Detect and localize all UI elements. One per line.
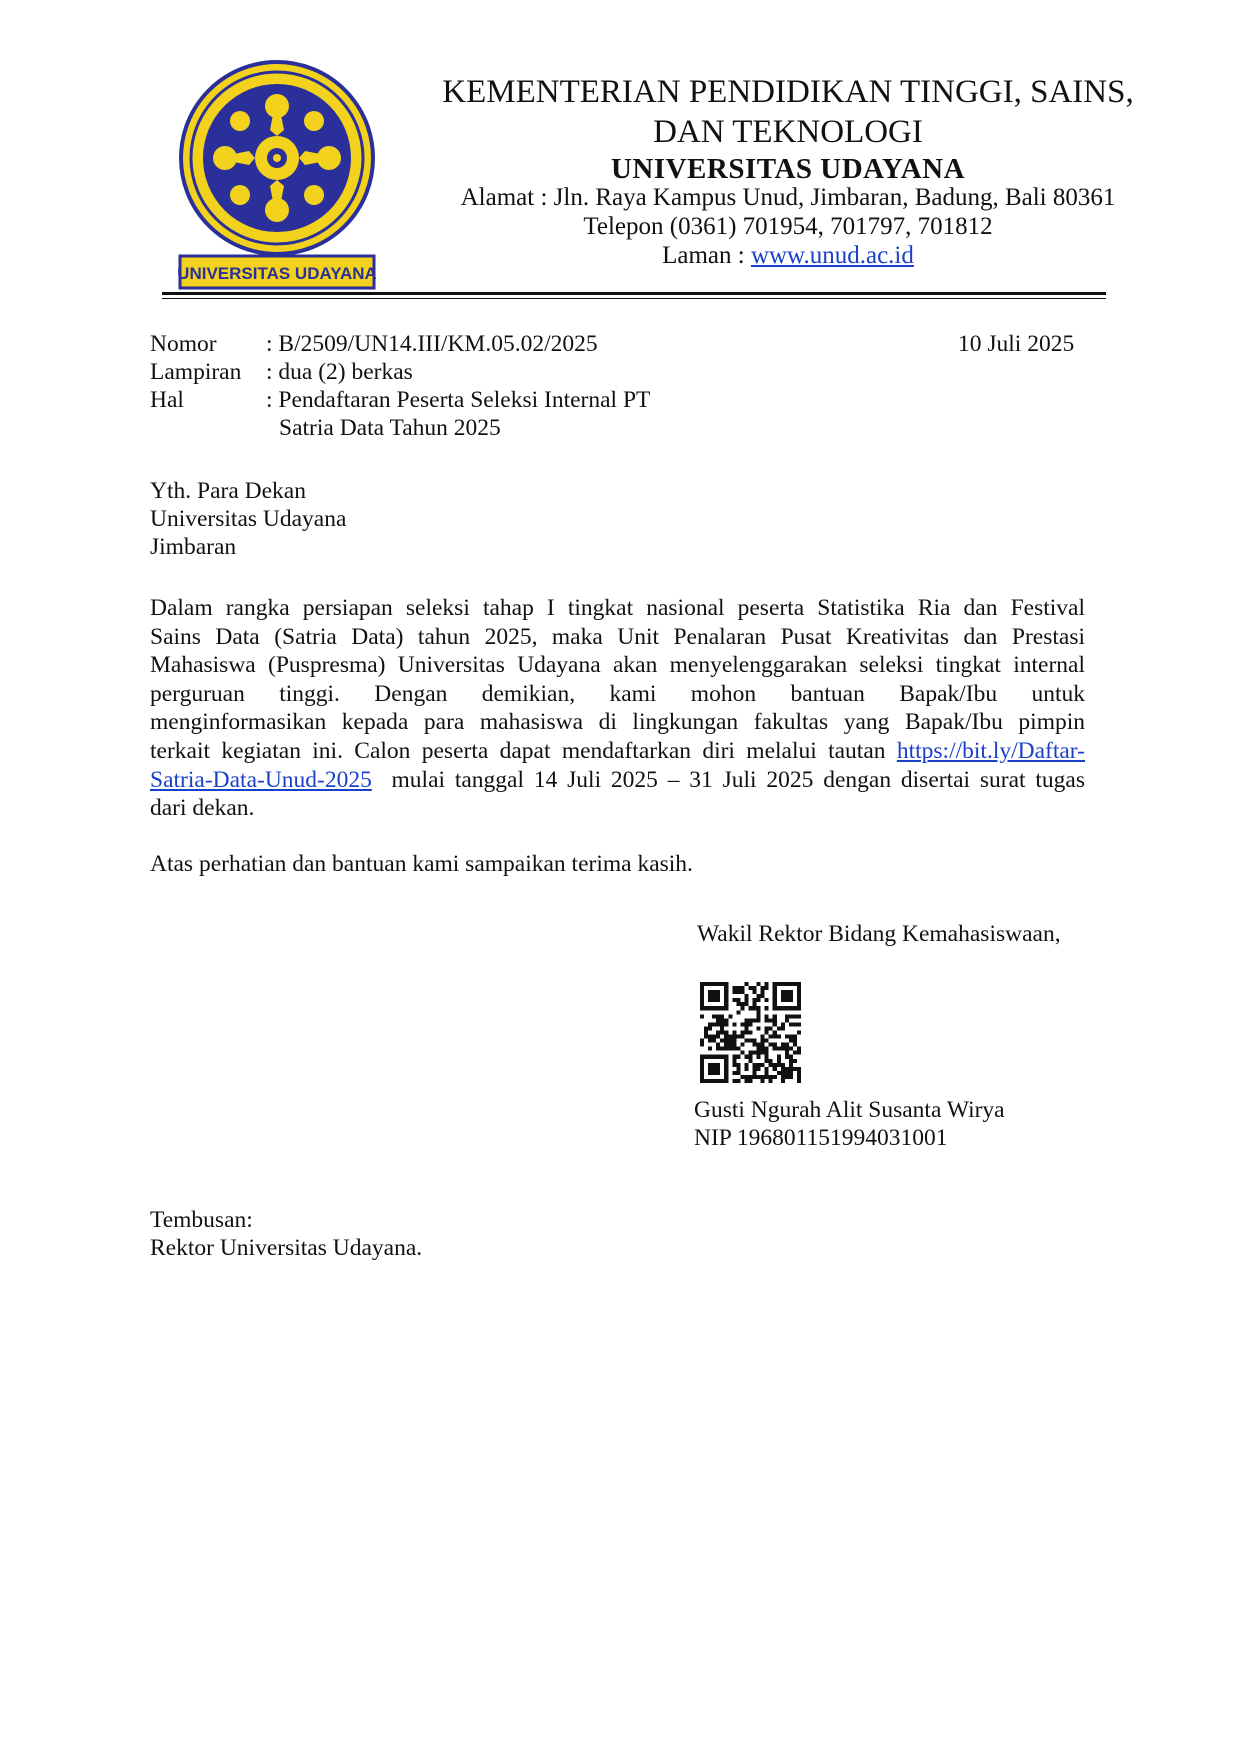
website-label: Laman : (662, 242, 751, 269)
website-line (398, 241, 1178, 271)
recipient-line1: Yth. Para Dekan (150, 478, 306, 504)
ministry-name-line2: DAN TEKNOLOGI (653, 114, 923, 150)
recipient-line3: Jimbaran (150, 534, 237, 560)
letterhead-divider-thin (162, 298, 1106, 299)
phone: Telepon (0361) 701954, 701797, 701812 (583, 213, 993, 240)
body-paragraph (150, 594, 1085, 823)
hal-value: : Pendaftaran Peserta Seleksi Internal PT (266, 387, 651, 413)
registration-link-part1[interactable]: https://bit.ly/Daftar- (896, 737, 1085, 764)
website-link[interactable]: www.unud.ac.id (750, 242, 914, 269)
logo-text: UNIVERSITAS UDAYANA (177, 264, 377, 283)
letterhead-divider (162, 292, 1106, 295)
body-line (150, 737, 1085, 766)
body-line: Mahasiswa (Puspresma) Universitas Udayana akan menyelenggarakan seleksi tingkat internal (150, 652, 1085, 679)
lampiran-label: Lampiran (150, 359, 242, 385)
ministry-name-line1: KEMENTERIAN PENDIDIKAN TINGGI, SAINS, (442, 74, 1134, 110)
body-line (150, 766, 1085, 795)
nomor-label: Nomor (150, 331, 217, 357)
signatory-title: Wakil Rektor Bidang Kemahasiswaan, (697, 921, 1061, 947)
university-logo (176, 60, 378, 292)
cc-label: Tembusan: (150, 1207, 253, 1233)
letter-date: 10 Juli 2025 (958, 331, 1075, 357)
hal-value-continued: Satria Data Tahun 2025 (279, 415, 501, 441)
body-line: dari dekan. (150, 795, 255, 822)
body-text: terkait kegiatan ini. Calon peserta dapat mendaftarkan diri melalui tautan (150, 737, 897, 764)
qr-code-signature (700, 982, 801, 1083)
signatory-name: Gusti Ngurah Alit Susanta Wirya (694, 1097, 1005, 1123)
closing-sentence: Atas perhatian dan bantuan kami sampaikan terima kasih. (150, 851, 693, 877)
hal-label: Hal (150, 387, 184, 413)
university-name: UNIVERSITAS UDAYANA (610, 153, 966, 185)
signatory-nip: NIP 196801151994031001 (694, 1125, 948, 1151)
lampiran-value: : dua (2) berkas (266, 359, 413, 385)
nomor-value: : B/2509/UN14.III/KM.05.02/2025 (266, 331, 598, 357)
address: Alamat : Jln. Raya Kampus Unud, Jimbaran, Badung, Bali 80361 (460, 184, 1116, 211)
body-text: mulai tanggal 14 Juli 2025 – 31 Juli 2025 dengan disertai surat tugas (371, 766, 1085, 793)
body-line: perguruan tinggi. Dengan demikian, kami mohon bantuan Bapak/Ibu untuk (150, 680, 1085, 707)
body-line: Sains Data (Satria Data) tahun 2025, maka Unit Penalaran Pusat Kreativitas dan Prestasi (150, 623, 1085, 650)
body-line: Dalam rangka persiapan seleksi tahap I tingkat nasional peserta Statistika Ria dan Festival (150, 595, 1085, 621)
cc-recipient: Rektor Universitas Udayana. (150, 1235, 423, 1261)
body-line: menginformasikan kepada para mahasiswa di lingkungan fakultas yang Bapak/Ibu pimpin (150, 709, 1085, 736)
registration-link-part2[interactable]: Satria-Data-Unud-2025 (150, 766, 372, 793)
recipient-line2: Universitas Udayana (150, 506, 347, 532)
